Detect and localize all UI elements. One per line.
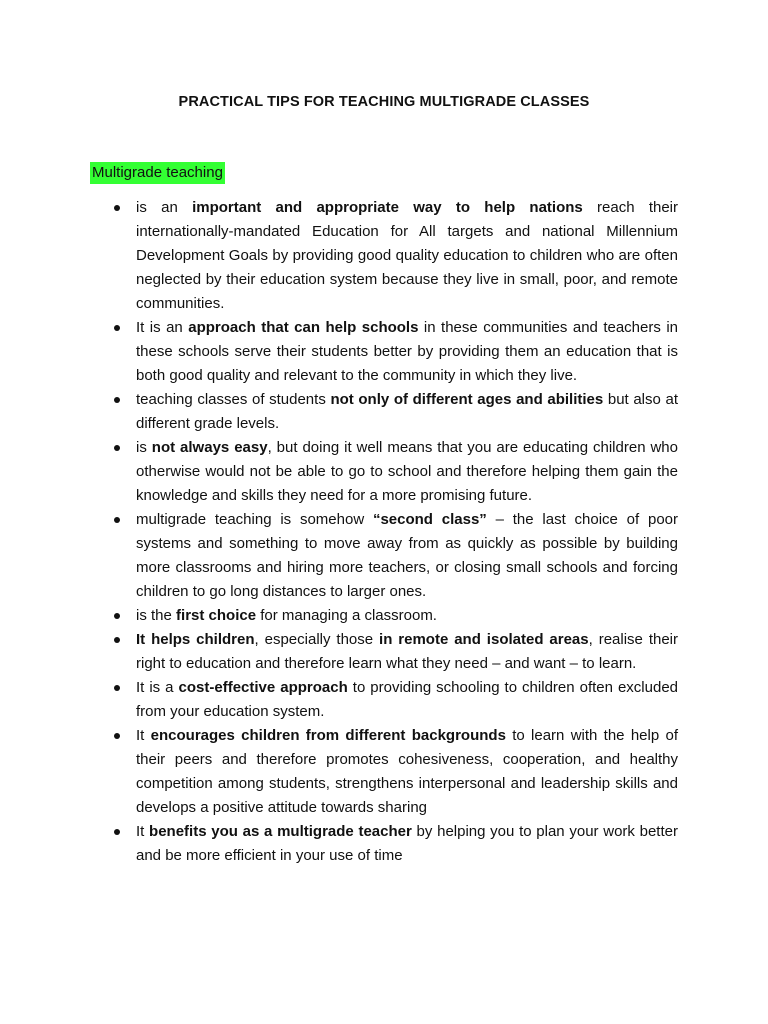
body-text: multigrade teaching is somehow <box>136 511 373 528</box>
body-text: , but doing it well means that you are educating children who otherwise would not be able to go to school and therefore helping them gain the knowledge and skills they need for a more promising future. <box>136 439 678 504</box>
bullet-icon <box>114 733 120 739</box>
body-text: – the last choice of poor systems and something to move away from as quickly as possible by building more classrooms and hiring more teachers, or closing small schools and forcing children to go long distances to larger ones. <box>136 511 679 600</box>
bullet-icon <box>114 445 120 451</box>
bold-text: important and appropriate way to help nations <box>192 199 583 216</box>
body-text: but also at different grade levels. <box>136 391 678 432</box>
body-text: teaching classes of students <box>136 391 331 408</box>
list-item <box>90 676 678 724</box>
bullet-icon <box>114 205 120 211</box>
list-item <box>90 628 678 676</box>
body-text: is an <box>136 199 193 216</box>
bold-text: It helps children <box>136 631 255 648</box>
bold-text: first choice <box>176 607 257 624</box>
bullet-icon <box>114 517 120 523</box>
bullet-icon <box>114 613 120 619</box>
bold-text: cost-effective approach <box>178 679 348 696</box>
body-text: It <box>136 823 150 840</box>
page-title: PRACTICAL TIPS FOR TEACHING MULTIGRADE CLASSES <box>178 94 590 110</box>
list-item <box>90 196 678 316</box>
list-item <box>90 724 678 820</box>
bullet-icon <box>114 685 120 691</box>
body-text: is <box>136 439 152 456</box>
list-item <box>90 820 678 868</box>
list-item <box>90 604 678 628</box>
body-text: to learn with the help of their peers and therefore promotes cohesiveness, cooperation, and healthy competition among students, strengthens interpersonal and leadership skills and develops a positive attitude towards sharing <box>136 727 678 816</box>
bullet-icon <box>114 397 120 403</box>
bold-text: approach that can help schools <box>188 319 419 336</box>
bullet-list <box>90 196 678 868</box>
body-text: by helping you to plan your work better and be more efficient in your use of time <box>136 823 678 864</box>
list-item <box>90 436 678 508</box>
bold-text: in remote and isolated areas <box>379 631 589 648</box>
body-text: reach their internationally-mandated Education for All targets and national Millennium Development Goals by providing good quality education to children who are often neglected by their education system because they live in small, poor, and remote communities. <box>136 199 678 312</box>
bullet-icon <box>114 325 120 331</box>
bold-text: encourages children from different backgrounds <box>150 727 506 744</box>
body-text: , realise their right to education and therefore learn what they need – and want – to learn. <box>136 631 678 672</box>
bold-text: “second class” <box>372 511 487 528</box>
bullet-icon <box>114 829 120 835</box>
bullet-icon <box>114 637 120 643</box>
body-text: in these communities and teachers in these schools serve their students better by providing them an education that is both good quality and relevant to the community in which they live. <box>136 319 678 384</box>
list-item <box>90 316 678 388</box>
bold-text: benefits you as a multigrade teacher <box>149 823 412 840</box>
section-heading: Multigrade teaching <box>90 162 225 184</box>
bold-text: not always easy <box>151 439 268 456</box>
body-text: , especially those <box>254 631 380 648</box>
body-text: for managing a classroom. <box>256 607 437 624</box>
bold-text: not only of different ages and abilities <box>330 391 604 408</box>
body-text: to providing schooling to children often excluded from your education system. <box>136 679 679 720</box>
list-item <box>90 388 678 436</box>
body-text: It <box>136 727 151 744</box>
body-text: It is an <box>136 319 189 336</box>
body-text: It is a <box>136 679 179 696</box>
list-item <box>90 508 678 604</box>
body-text: is the <box>136 607 177 624</box>
